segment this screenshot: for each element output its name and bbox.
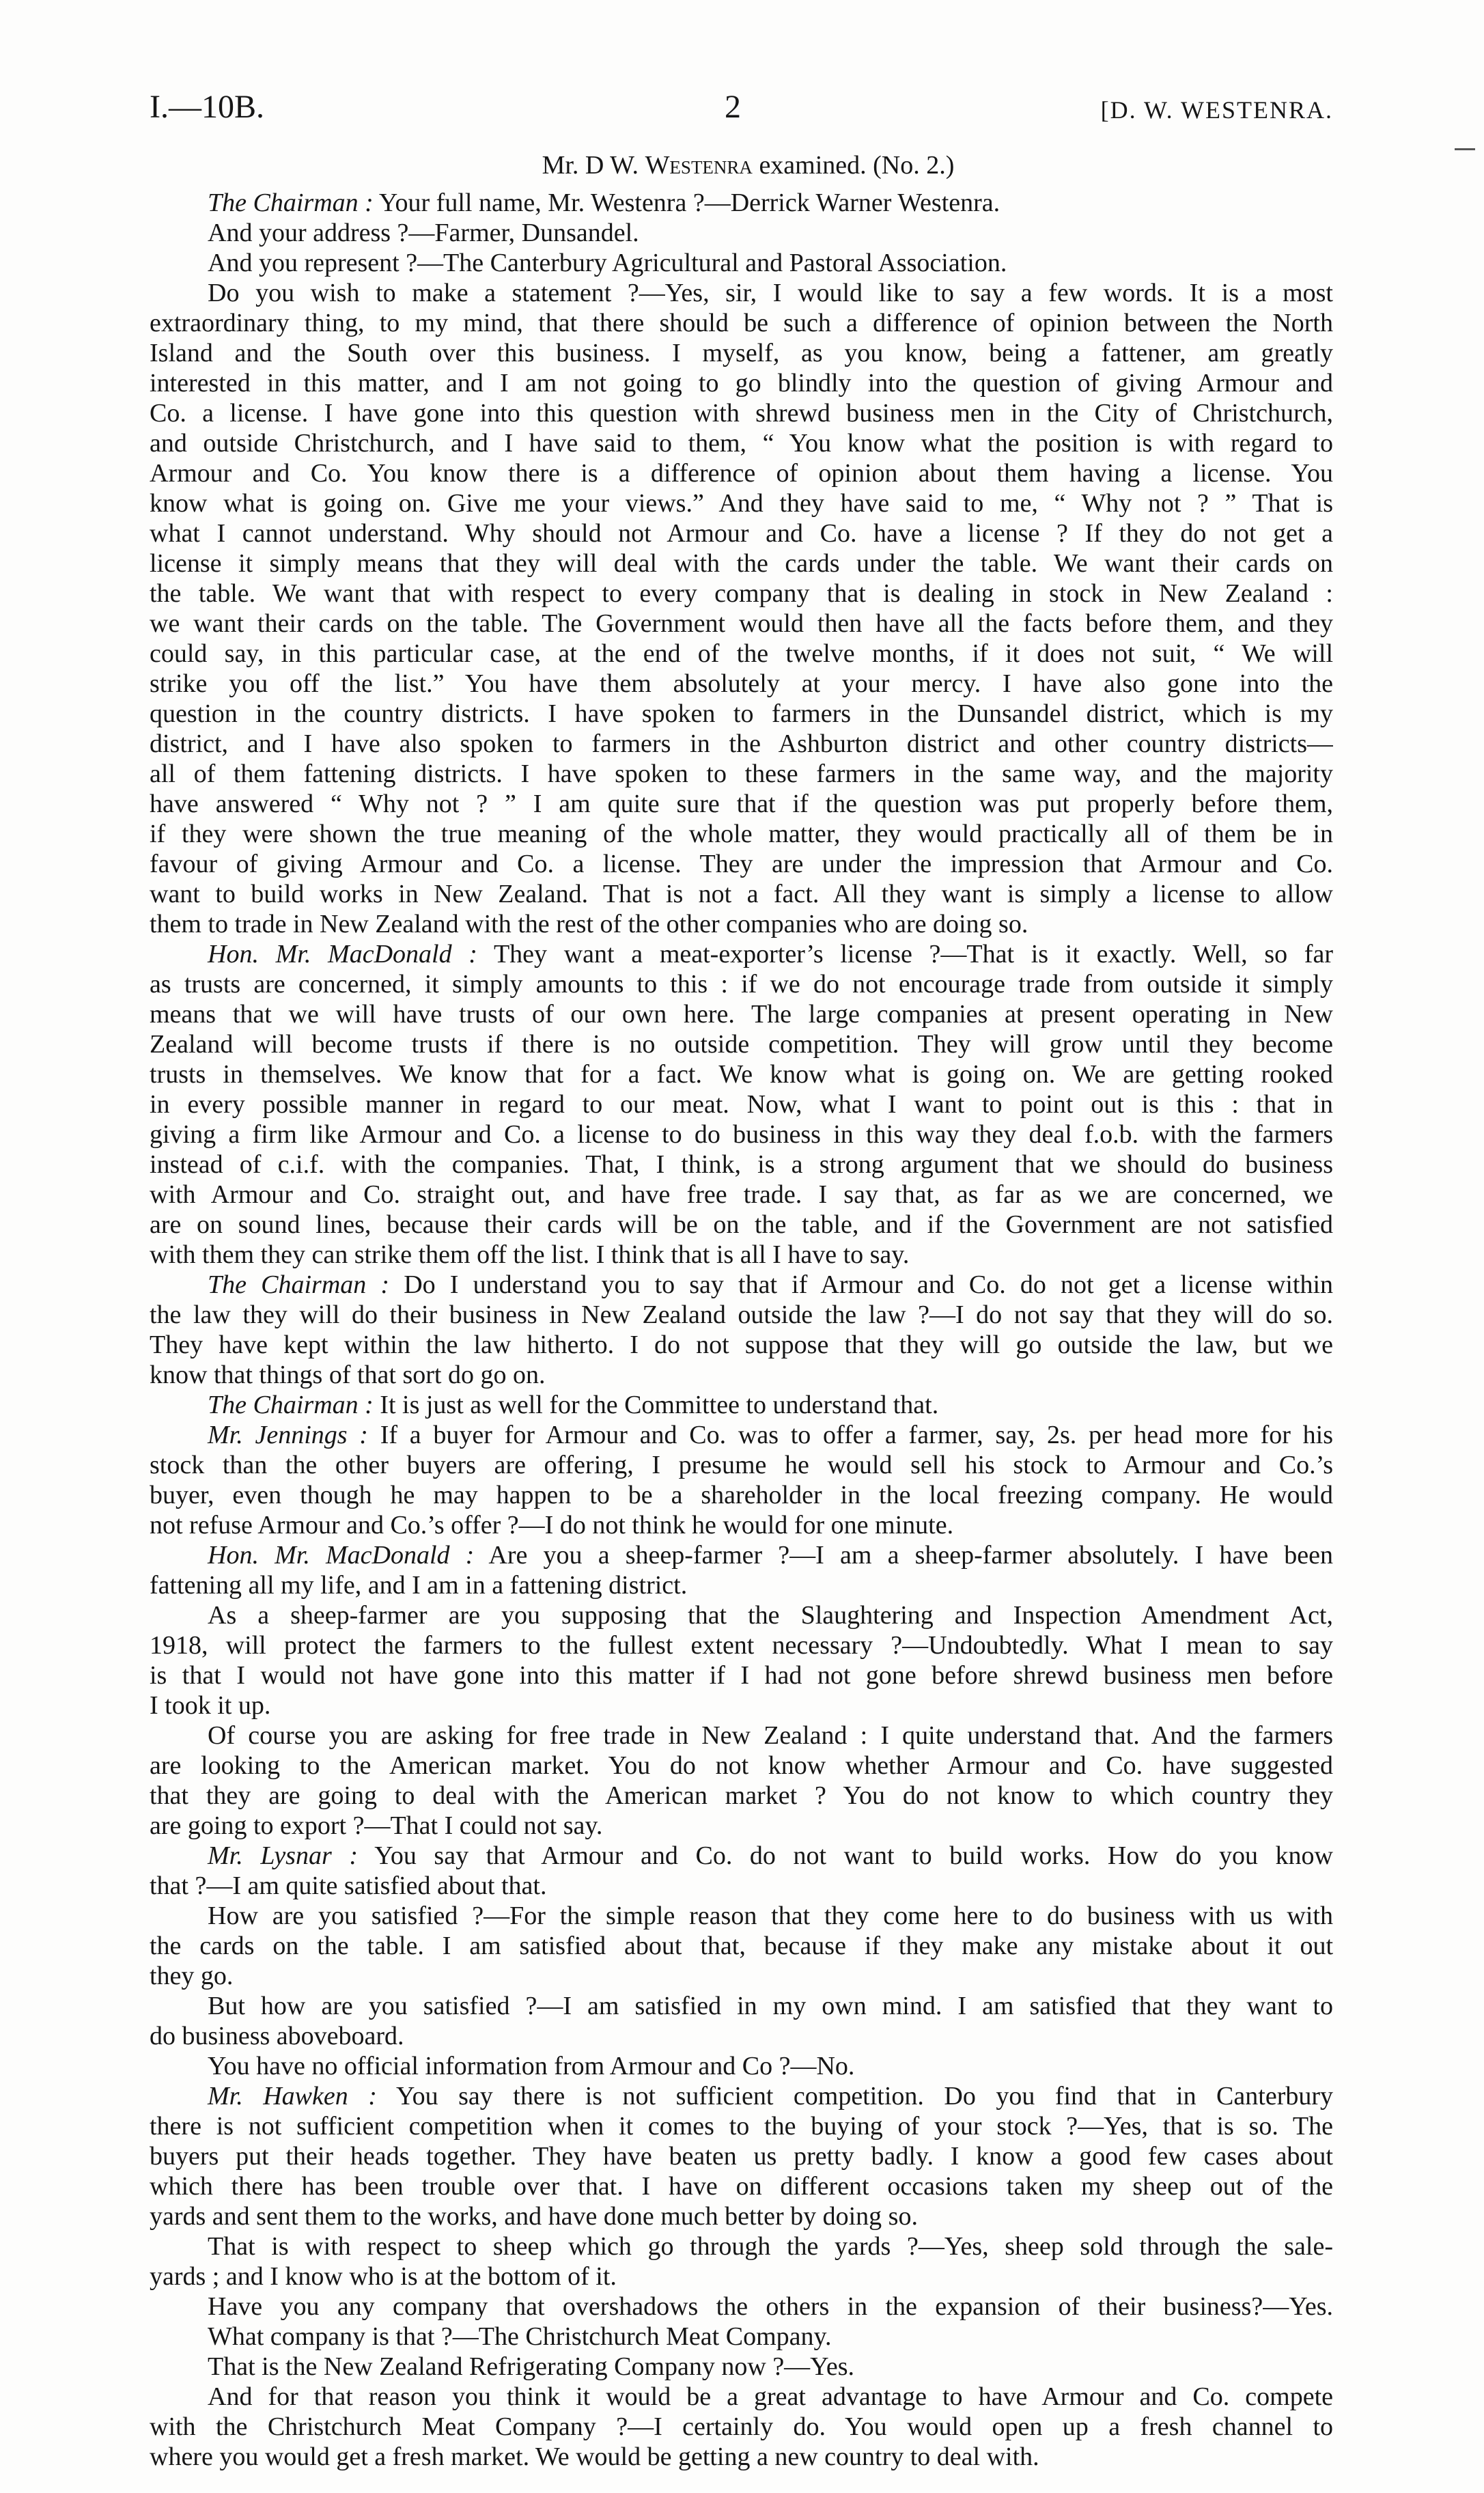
speaker-paragraph [150,1270,1333,1390]
line-text: in every possible manner in regard to our meat. Now, what I want to point out is this : that in [150,1090,1333,1119]
text-line [150,1180,1333,1210]
text-line [150,1871,1333,1901]
text-line [150,1089,1333,1119]
line-text: are on sound lines, because their cards will be on the table, and if the Government are not satisfied [150,1210,1333,1239]
text-line [150,1119,1333,1150]
title-witness-name: Westenra [645,151,753,180]
text-line [150,2322,1333,2352]
title-prefix: Mr. D W. [542,151,639,180]
text-line [150,669,1333,699]
speaker-label: The Chairman : [208,1391,374,1419]
speaker-paragraph [150,1540,1333,1600]
line-text: what I cannot understand. Why should not Armour and Co. have a license ? If they do not get a [150,519,1333,548]
speaker-paragraph [150,188,1333,218]
text-line [150,969,1333,999]
line-text: interested in this matter, and I am not going to go blindly into the question of giving Armour and [150,369,1333,398]
line-text: all of them fattening districts. I have spoken to these farmers in the same way, and the majority [150,760,1333,788]
line-text: 1918, will protect the farmers to the fullest extent necessary ?—Undoubtedly. What I mean to say [150,1631,1333,1660]
speaker-label: Mr. Jennings : [208,1421,368,1449]
text-line [150,2292,1333,2322]
text-line [150,1901,1333,1931]
line-text: They have kept within the law hitherto. I do not suppose that they will go outside the law, but we [150,1331,1333,1359]
line-text: means that we will have trusts of our own here. The large companies at present operating in New [150,1000,1333,1029]
line-text: Your full name, Mr. Westenra ?—Derrick Warner Westenra. [378,189,1000,217]
paragraph [150,2322,1333,2352]
paragraph [150,1901,1333,1991]
text-line [150,1690,1333,1721]
text-line [150,1961,1333,1991]
text-line [150,2051,1333,2081]
line-text: are looking to the American market. You do not know whether Armour and Co. have suggested [150,1751,1333,1780]
line-text: Are you a sheep-farmer ?—I am a sheep-farmer absolutely. I have been [488,1541,1333,1570]
text-line [150,1841,1333,1871]
text-line [150,1721,1333,1751]
line-text: What company is that ?—The Christchurch Meat Company. [208,2322,832,2351]
paragraph [150,218,1333,248]
line-text: That is the New Zealand Refrigerating Company now ?—Yes. [208,2352,854,2381]
line-text: the cards on the table. I am satisfied about that, because if they make any mistake about it out [150,1932,1333,1960]
text-line [150,1210,1333,1240]
speaker-label: Hon. Mr. MacDonald : [208,1541,475,1570]
paragraph [150,2051,1333,2081]
text-line [150,1931,1333,1961]
text-line [150,879,1333,909]
speaker-label: The Chairman : [208,189,374,217]
line-text: Do you wish to make a statement ?—Yes, sir, I would like to say a few words. It is a most [208,279,1333,307]
line-text: Armour and Co. You know there is a difference of opinion about them having a license. You [150,459,1333,488]
line-text: with Armour and Co. straight out, and have free trade. I say that, as far as we are concerned, we [150,1180,1333,1209]
text-line [150,1390,1333,1420]
paragraph [150,1600,1333,1721]
line-text: Island and the South over this business. I myself, as you know, being a fattener, am greatly [150,339,1333,367]
text-line [150,548,1333,579]
line-text: could say, in this particular case, at the end of the twelve months, if it does not suit, “ We will [150,639,1333,668]
line-text: want to build works in New Zealand. That is not a fact. All they want is simply a license to allow [150,880,1333,908]
line-text: with them they can strike them off the list. I think that is all I have to say. [150,1240,910,1269]
margin-mark [1455,148,1475,150]
line-text: know that things of that sort do go on. [150,1361,546,1389]
text-line [150,2412,1333,2442]
line-text: Zealand will become trusts if there is no outside competition. They will grow until they become [150,1030,1333,1059]
line-text: the table. We want that with respect to every company that is dealing in stock in New Zealand : [150,579,1333,608]
text-line [150,2382,1333,2412]
line-text: which there has been trouble over that. I have on different occasions taken my sheep out of the [150,2172,1333,2201]
text-line [150,218,1333,248]
line-text: them to trade in New Zealand with the rest of the other companies who are doing so. [150,910,1028,938]
line-text: That is with respect to sheep which go through the yards ?—Yes, sheep sold through the sale- [208,2232,1333,2261]
line-text: And your address ?—Farmer, Dunsandel. [208,219,639,247]
line-text: and outside Christchurch, and I have said to them, “ You know what the position is with regard to [150,429,1333,458]
line-text: It is just as well for the Committee to understand that. [380,1391,939,1419]
text-line [150,2442,1333,2472]
text-line [150,398,1333,428]
line-text: giving a firm like Armour and Co. a license to do business in this way they deal f.o.b. with the farmers [150,1120,1333,1149]
line-text: You have no official information from Armour and Co ?—No. [208,2052,855,2080]
line-text: If a buyer for Armour and Co. was to offer a farmer, say, 2s. per head more for his [380,1421,1333,1449]
line-text: Do I understand you to say that if Armour and Co. do not get a license within [404,1270,1333,1299]
line-text: I took it up. [150,1691,271,1720]
text-line [150,1450,1333,1480]
line-text: they go. [150,1962,234,1990]
line-text: question in the country districts. I have spoken to farmers in the Dunsandel district, which is my [150,699,1333,728]
text-line [150,278,1333,308]
text-line [150,609,1333,639]
text-line [150,909,1333,939]
speaker-paragraph [150,2081,1333,2231]
text-line [150,579,1333,609]
line-text: buyer, even though he may happen to be a shareholder in the local freezing company. He would [150,1481,1333,1509]
line-text: fattening all my life, and I am in a fattening district. [150,1571,688,1600]
line-text: yards and sent them to the works, and have done much better by doing so. [150,2202,918,2231]
text-line [150,1059,1333,1089]
line-text: have answered “ Why not ? ” I am quite sure that if the question was put properly before them, [150,790,1333,818]
line-text: Of course you are asking for free trade in New Zealand : I quite understand that. And the farmers [208,1721,1333,1750]
text-line [150,1420,1333,1450]
line-text: You say that Armour and Co. do not want to build works. How do you know [374,1841,1333,1870]
text-line [150,1570,1333,1600]
line-text: And for that reason you think it would be a great advantage to have Armour and Co. compete [208,2382,1333,2411]
text-line [150,1991,1333,2021]
line-text: the law they will do their business in New Zealand outside the law ?—I do not say that they will do so. [150,1300,1333,1329]
text-line [150,1660,1333,1690]
speaker-paragraph [150,1420,1333,1540]
line-text: are going to export ?—That I could not say. [150,1811,603,1840]
line-text: do business aboveboard. [150,2022,404,2050]
line-text: as trusts are concerned, it simply amounts to this : if we do not encourage trade from outside it simply [150,970,1333,999]
speaker-paragraph [150,1841,1333,1901]
text-line [150,699,1333,729]
text-line [150,2231,1333,2261]
text-line [150,188,1333,218]
line-text: not refuse Armour and Co.’s offer ?—I do not think he would for one minute. [150,1511,954,1540]
title-suffix: examined. (No. 2.) [759,151,955,180]
text-line [150,1480,1333,1510]
text-line [150,1600,1333,1630]
text-line [150,1330,1333,1360]
text-line [150,338,1333,368]
text-line [150,458,1333,488]
line-text: district, and I have also spoken to farmers in the Ashburton district and other country districts— [150,729,1333,758]
line-text: strike you off the list.” You have them absolutely at your mercy. I have also gone into the [150,669,1333,698]
paragraph [150,2382,1333,2472]
line-text: if they were shown the true meaning of the whole matter, they would practically all of them be in [150,820,1333,848]
text-line [150,819,1333,849]
speaker-label: Hon. Mr. MacDonald : [208,940,477,969]
line-text: there is not sufficient competition when it comes to the buying of your stock ?—Yes, that is so. The [150,2112,1333,2141]
text-line [150,518,1333,548]
witness-running-head: [D. W. WESTENRA. [1100,96,1333,124]
text-line [150,488,1333,518]
text-line [150,1029,1333,1059]
page-header [150,87,1333,127]
text-line [150,308,1333,338]
speaker-label: Mr. Hawken : [208,2082,377,2111]
line-text: Have you any company that overshadows the others in the expansion of their business?—Yes. [208,2292,1333,2321]
line-text: is that I would not have gone into this matter if I had not gone before shrewd business men before [150,1661,1333,1690]
line-text: yards ; and I know who is at the bottom of it. [150,2262,617,2291]
paragraph [150,2352,1333,2382]
text-line [150,1270,1333,1300]
text-line [150,1360,1333,1390]
section-title [150,150,1333,180]
line-text: favour of giving Armour and Co. a license. They are under the impression that Armour and Co. [150,850,1333,878]
line-text: trusts in themselves. We know that for a fact. We know what is going on. We are getting rooked [150,1060,1333,1089]
line-text: extraordinary thing, to my mind, that there should be such a difference of opinion between the North [150,309,1333,337]
speaker-paragraph [150,939,1333,1270]
text-line [150,1781,1333,1811]
paper-reference: I.—10B. [150,89,264,125]
text-line [150,2261,1333,2292]
text-line [150,2021,1333,2051]
text-line [150,2111,1333,2141]
text-line [150,1150,1333,1180]
text-line [150,2171,1333,2201]
text-line [150,2081,1333,2111]
testimony-body [150,188,1333,2472]
line-text: license it simply means that they will deal with the cards under the table. We want their cards on [150,549,1333,578]
paragraph [150,1721,1333,1841]
text-line [150,1540,1333,1570]
line-text: that they are going to deal with the American market ? You do not know to which country they [150,1781,1333,1810]
text-line [150,1240,1333,1270]
paragraph [150,2292,1333,2322]
line-text: How are you satisfied ?—For the simple reason that they come here to do business with us with [208,1902,1333,1930]
line-text: And you represent ?—The Canterbury Agricultural and Pastoral Association. [208,249,1007,277]
text-line [150,2352,1333,2382]
line-text: Co. a license. I have gone into this question with shrewd business men in the City of Christchurch, [150,399,1333,428]
line-text: that ?—I am quite satisfied about that. [150,1871,547,1900]
text-line [150,248,1333,278]
paragraph [150,278,1333,939]
text-line [150,2201,1333,2231]
text-line [150,729,1333,759]
line-text: with the Christchurch Meat Company ?—I certainly do. You would open up a fresh channel to [150,2412,1333,2441]
text-line [150,1751,1333,1781]
speaker-paragraph [150,1390,1333,1420]
text-line [150,368,1333,398]
text-line [150,1811,1333,1841]
text-line [150,789,1333,819]
paragraph [150,1991,1333,2051]
line-text: buyers put their heads together. They have beaten us pretty badly. I know a good few cases about [150,2142,1333,2171]
line-text: stock than the other buyers are offering, I presume he would sell his stock to Armour and Co.’s [150,1451,1333,1479]
line-text: But how are you satisfied ?—I am satisfied in my own mind. I am satisfied that they want to [208,1992,1333,2020]
text-line [150,639,1333,669]
line-text: As a sheep-farmer are you supposing that the Slaughtering and Inspection Amendment Act, [208,1601,1333,1630]
text-line [150,759,1333,789]
line-text: You say there is not sufficient competition. Do you find that in Canterbury [395,2082,1333,2111]
page-number: 2 [725,89,741,125]
text-line [150,999,1333,1029]
paragraph [150,248,1333,278]
text-line [150,849,1333,879]
line-text: They want a meat-exporter’s license ?—That is it exactly. Well, so far [493,940,1333,969]
text-line [150,1630,1333,1660]
line-text: we want their cards on the table. The Government would then have all the facts before them, and they [150,609,1333,638]
speaker-label: Mr. Lysnar : [208,1841,359,1870]
text-line [150,2141,1333,2171]
text-line [150,939,1333,969]
paragraph [150,2231,1333,2292]
text-line [150,1510,1333,1540]
text-line [150,1300,1333,1330]
speaker-label: The Chairman : [208,1270,390,1299]
line-text: instead of c.i.f. with the companies. That, I think, is a strong argument that we should do business [150,1150,1333,1179]
line-text: where you would get a fresh market. We would be getting a new country to deal with. [150,2442,1039,2471]
line-text: know what is going on. Give me your views.” And they have said to me, “ Why not ? ” That is [150,489,1333,518]
text-line [150,428,1333,458]
